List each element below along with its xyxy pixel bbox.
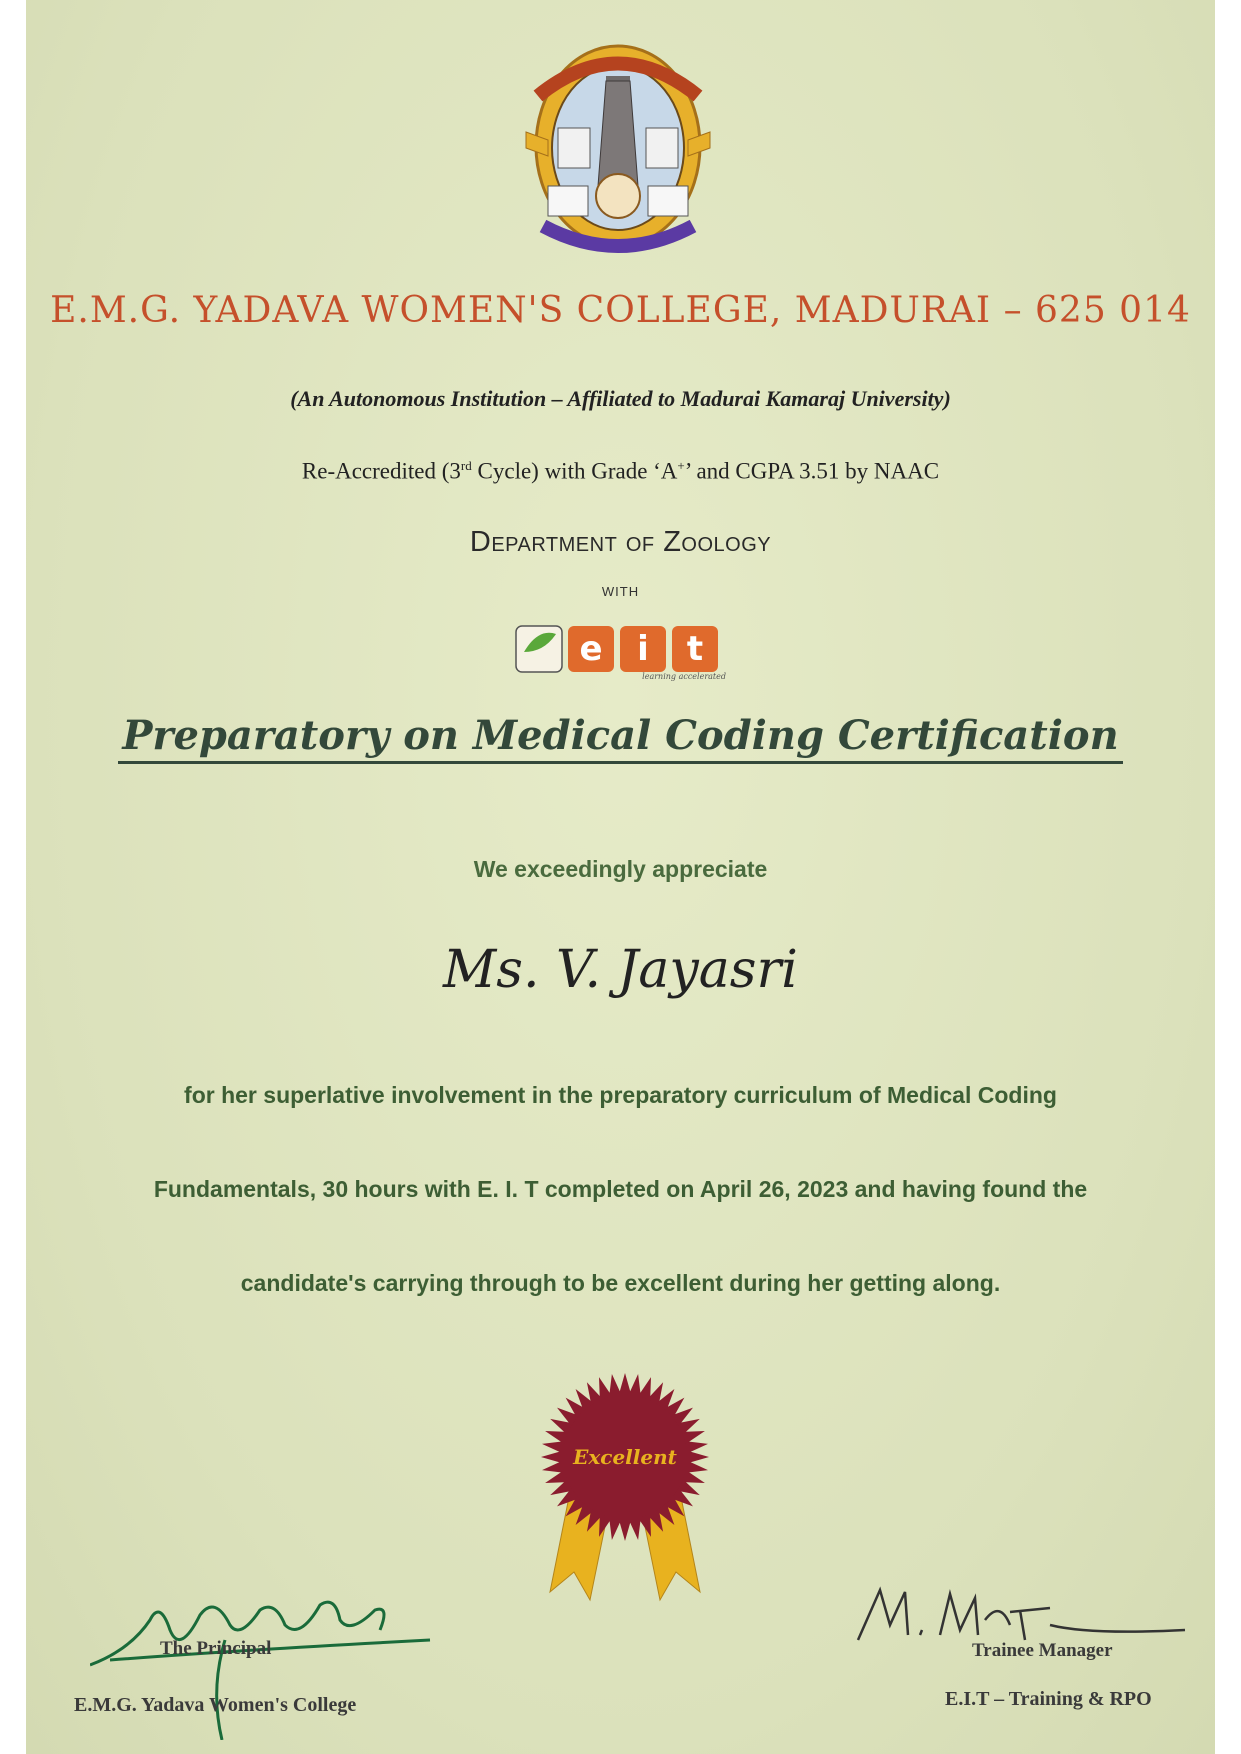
eit-letter-e: e (579, 629, 603, 669)
affiliation-text: (An Autonomous Institution – Affiliated to Madurai Kamaraj University) (290, 386, 951, 411)
body-line-2: Fundamentals, 30 hours with E. I. T completed on April 26, 2023 and having found the (153, 1176, 1088, 1202)
with-text: with (601, 580, 640, 601)
recipient-name: Ms. V. Jayasri (443, 940, 798, 1000)
trainee-manager-org: E.I.T – Training & RPO (945, 1688, 1152, 1710)
accreditation-sup: + (677, 458, 685, 473)
body-line-1: for her superlative involvement in the preparatory curriculum of Medical Coding (184, 1082, 1057, 1108)
eit-tagline: learning accelerated (642, 672, 726, 681)
course-title-text: Preparatory on Medical Coding Certification (118, 712, 1122, 764)
seal-label: Excellent (573, 1445, 677, 1469)
eit-letter-t: t (686, 629, 704, 669)
accreditation-part: Re-Accredited (3 (301, 458, 461, 484)
college-name: E.M.G. YADAVA WOMEN'S COLLEGE, MADURAI – 625 014 (50, 290, 1191, 331)
course-title (0, 712, 1241, 759)
trainee-manager-role: Trainee Manager (972, 1640, 1113, 1661)
eit-letter-i: i (637, 629, 649, 669)
accreditation-text (0, 458, 1241, 485)
accreditation-sup: rd (460, 458, 472, 473)
appreciation-text: We exceedingly appreciate (473, 856, 768, 882)
principal-org: E.M.G. Yadava Women's College (74, 1694, 357, 1716)
accreditation-part: Cycle) with Grade ‘A (471, 458, 678, 484)
accreditation-part: ’ and CGPA 3.51 by NAAC (684, 458, 940, 484)
eit-logo (514, 622, 728, 684)
college-emblem-icon (518, 36, 718, 256)
department-name: Department of Zoology (469, 526, 772, 558)
excellent-seal-icon (540, 1372, 710, 1612)
body-line-3: candidate's carrying through to be excellent during her getting along. (240, 1270, 1001, 1296)
principal-role: The Principal (160, 1638, 272, 1659)
